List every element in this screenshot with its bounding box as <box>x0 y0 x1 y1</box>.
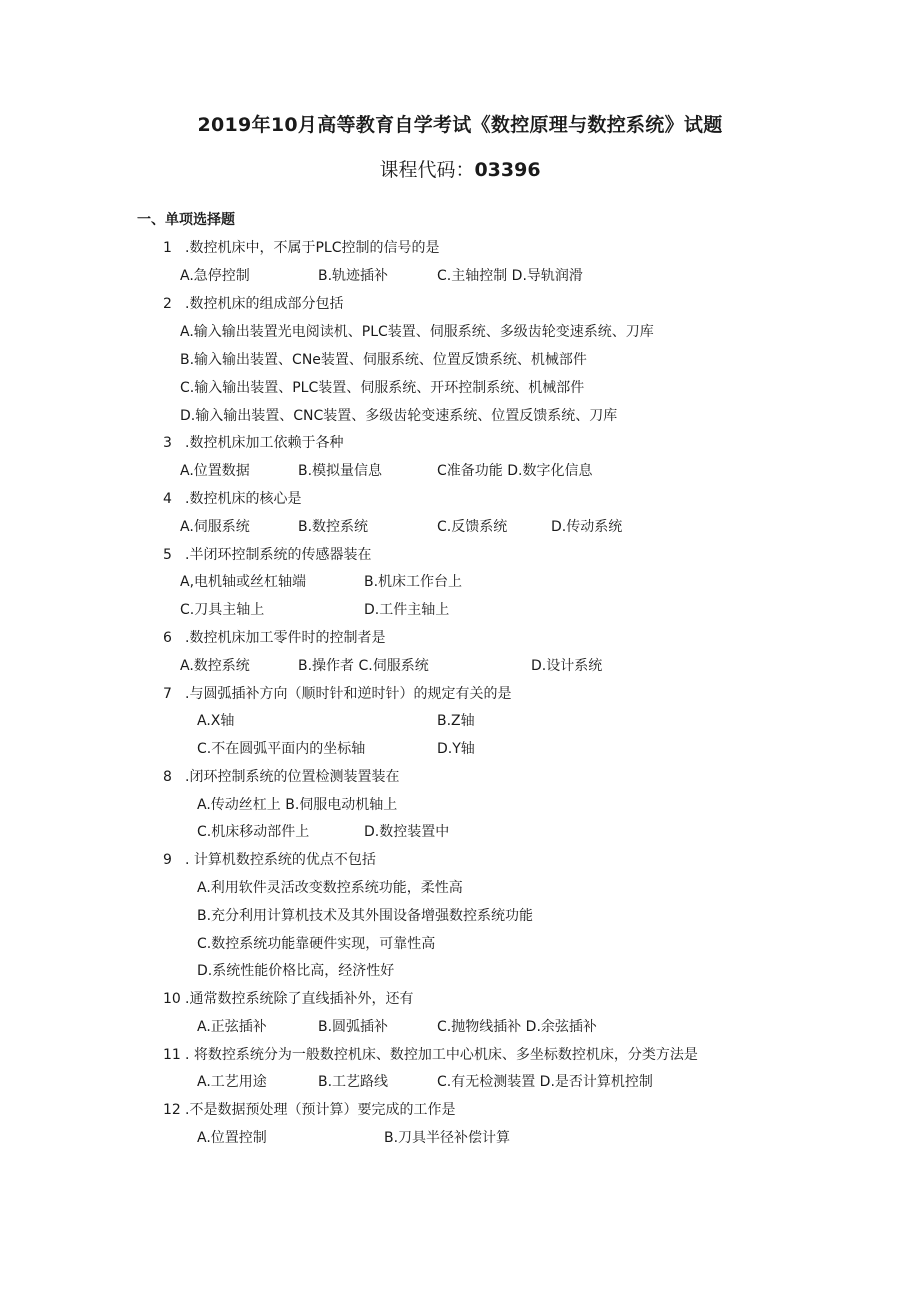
option: D.输入输出装置、CNC装置、多级齿轮变速系统、位置反馈系统、刀库 <box>180 408 618 424</box>
question-text: .数控机床的组成部分包括 <box>185 296 344 312</box>
option: A.位置数据 <box>180 463 250 479</box>
option: B.轨迹插补 <box>318 268 389 284</box>
option: C.不在圆弧平面内的坐标轴 <box>197 741 366 757</box>
option: C.机床移动部件上 <box>197 824 310 840</box>
option: C.输入输出装置、PLC装置、伺服系统、开环控制系统、机械部件 <box>180 380 585 396</box>
question-text: .数控机床加工零件时的控制者是 <box>185 630 386 646</box>
option: D.系统性能价格比高，经济性好 <box>197 963 395 979</box>
option: B.充分利用计算机技术及其外围设备增强数控系统功能 <box>197 908 534 924</box>
question-stem <box>163 628 385 648</box>
question-number: 12 <box>163 1102 181 1118</box>
option: B.输入输出装置、CNe装置、伺服系统、位置反馈系统、机械部件 <box>180 352 587 368</box>
question-number: 3 <box>163 435 172 451</box>
option: B.Z轴 <box>437 713 475 729</box>
question-number: 8 <box>163 769 172 785</box>
question-number: 5 <box>163 547 172 563</box>
option: A.利用软件灵活改变数控系统功能，柔性高 <box>197 880 463 896</box>
option: C.抛物线插补 D.余弦插补 <box>437 1019 597 1035</box>
course-code-label: 课程代码： <box>379 159 475 181</box>
question-stem <box>163 489 301 509</box>
question-stem <box>163 238 439 258</box>
option: D.设计系统 <box>531 658 603 674</box>
option: A.位置控制 <box>197 1130 267 1146</box>
option: A.伺服系统 <box>180 519 250 535</box>
question-text: .数控机床中，不属于PLC控制的信号的是 <box>185 240 440 256</box>
question-stem <box>163 850 376 870</box>
option: A.输入输出装置光电阅读机、PLC装置、伺服系统、多级齿轮变速系统、刀库 <box>180 324 654 340</box>
option: B.机床工作台上 <box>364 574 463 590</box>
question-text: .数控机床的核心是 <box>185 491 302 507</box>
option: B.刀具半径补偿计算 <box>384 1130 511 1146</box>
question-stem <box>163 433 343 453</box>
option: A.正弦插补 <box>197 1019 267 1035</box>
question-stem <box>163 767 399 787</box>
option: C.有无检测装置 D.是否计算机控制 <box>437 1074 653 1090</box>
question-stem <box>163 545 371 565</box>
question-number: 1 <box>163 240 172 256</box>
question-stem <box>163 294 343 314</box>
question-text: .数控机床加工依赖于各种 <box>185 435 344 451</box>
question-text: .半闭环控制系统的传感器装在 <box>185 547 372 563</box>
option: B.数控系统 <box>298 519 369 535</box>
option: D.数控装置中 <box>364 824 450 840</box>
page-title: 2019年10月高等教育自学考试《数控原理与数控系统》试题 <box>197 114 723 136</box>
course-code-value: 03396 <box>474 159 541 181</box>
question-number: 6 <box>163 630 172 646</box>
option: D.工件主轴上 <box>364 602 450 618</box>
option: D.Y轴 <box>437 741 475 757</box>
question-text: .与圆弧插补方向（顺时针和逆时针）的规定有关的是 <box>185 686 512 702</box>
option: C准备功能 D.数字化信息 <box>437 463 593 479</box>
question-stem <box>163 1100 455 1120</box>
option: B.工艺路线 <box>318 1074 389 1090</box>
option: A.急停控制 <box>180 268 250 284</box>
question-stem <box>163 1045 698 1065</box>
option: C.数控系统功能靠硬件实现，可靠性高 <box>197 936 436 952</box>
question-stem <box>163 989 413 1009</box>
question-number: 4 <box>163 491 172 507</box>
option: B.模拟量信息 <box>298 463 383 479</box>
question-text: .不是数据预处理（预计算）要完成的工作是 <box>185 1102 456 1118</box>
question-number: 10 <box>163 991 181 1007</box>
option: D.传动系统 <box>551 519 623 535</box>
question-number: 9 <box>163 852 172 868</box>
question-text: . 计算机数控系统的优点不包括 <box>185 852 376 868</box>
question-stem <box>163 684 511 704</box>
course-code-line <box>0 157 920 183</box>
option: B.圆弧插补 <box>318 1019 389 1035</box>
question-text: .通常数控系统除了直线插补外，还有 <box>185 991 414 1007</box>
option: A.X轴 <box>197 713 235 729</box>
option: C.主轴控制 D.导轨润滑 <box>437 268 583 284</box>
option: B.操作者 C.伺服系统 <box>298 658 429 674</box>
option: A.工艺用途 <box>197 1074 267 1090</box>
option: C.反馈系统 <box>437 519 508 535</box>
option: C.刀具主轴上 <box>180 602 265 618</box>
question-number: 7 <box>163 686 172 702</box>
option: A.数控系统 <box>180 658 250 674</box>
question-number: 11 <box>163 1047 181 1063</box>
option: A,电机轴或丝杠轴端 <box>180 574 307 590</box>
question-number: 2 <box>163 296 172 312</box>
question-text: .闭环控制系统的位置检测装置装在 <box>185 769 400 785</box>
question-text: . 将数控系统分为一般数控机床、数控加工中心机床、多坐标数控机床，分类方法是 <box>185 1047 698 1063</box>
section-heading: 一、单项选择题 <box>137 212 235 228</box>
option: A.传动丝杠上 B.伺服电动机轴上 <box>197 797 398 813</box>
